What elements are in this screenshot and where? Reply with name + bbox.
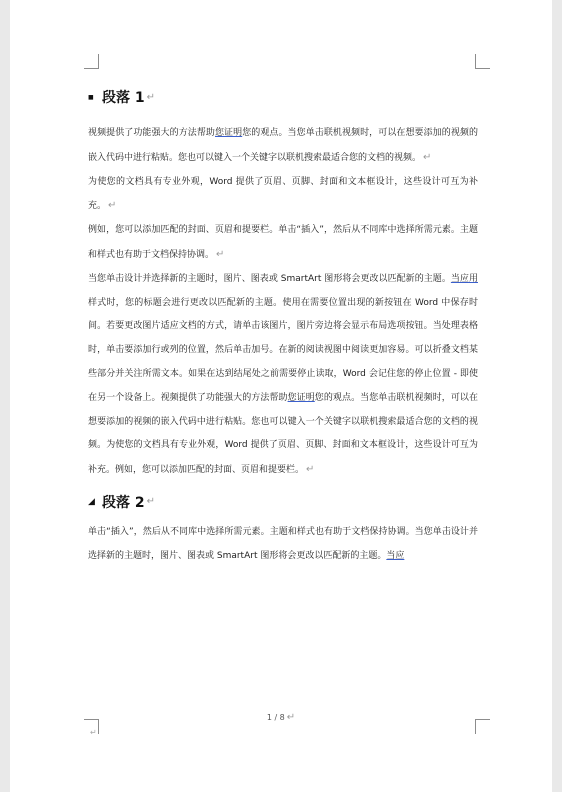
heading-2[interactable] <box>88 491 478 513</box>
grammar-flag: 当应用 <box>450 273 478 284</box>
paragraph-4[interactable]: 当您单击设计并选择新的主题时，图片、图表或 SmartArt 图形将会更改以匹配新的主题。当应用样式时，您的标题会进行更改以匹配新的主题。使用在需要位置出现的新按钮在 Word 中保存时间。若要更改图片适应文档的方式，请单击该图片，图片旁边将会显示布局选项按钮。当处理表格时，单击要添加行或列的位置，然后单击加号。在新的阅读视图中阅读更加容易。可以折叠文档某些部分并关注所需文本。如果在达到结尾处之前需要停止读取，Word 会记住您的停止位置 - 即使在另一个设备上。视频提供了功能强大的方法帮助您证明您的观点。当您单击联机视频时，可以在想要添加的视频的嵌入代码中进行粘贴。您也可以键入一个关键字以联机搜索最适合您的文档的视频。为使您的文档具有专业外观，Word 提供了页眉、页脚、封面和文本框设计，这些设计可互为补充。例如，您可以添加匹配的封面、页眉和提要栏。 ↵ <box>88 273 478 476</box>
heading-1[interactable] <box>88 86 478 108</box>
paragraph-2[interactable]: 为使您的文档具有专业外观，Word 提供了页眉、页脚、封面和文本框设计，这些设计可互为补充。 ↵ <box>88 176 478 212</box>
grammar-flag: 当应 <box>386 550 405 561</box>
heading-1-text: 段落 1 <box>102 90 145 106</box>
heading-2-text: 段落 2 <box>102 494 145 511</box>
bullet-square-icon: ■ <box>88 93 94 101</box>
paragraph-mark: ↵ <box>146 91 156 103</box>
grammar-flag: 您证明 <box>287 392 315 403</box>
paragraph-1[interactable]: 视频提供了功能强大的方法帮助您证明您的观点。当您单击联机视频时，可以在想要添加的视频的嵌入代码中进行粘贴。您也可以键入一个关键字以联机搜索最适合您的文档的视频。 ↵ <box>88 128 478 163</box>
page-number: 1 / 8 <box>266 713 285 722</box>
end-paragraph-mark: ↵ <box>90 728 97 737</box>
crop-mark-top-right <box>475 54 490 69</box>
crop-mark-top-left <box>84 54 99 69</box>
paragraph-3[interactable]: 例如，您可以添加匹配的封面、页眉和提要栏。单击“插入”，然后从不同库中选择所需元素。主题和样式也有助于文档保持协调。 ↵ <box>88 225 478 260</box>
paragraph-mark: ↵ <box>146 496 156 508</box>
document-page[interactable] <box>10 0 552 792</box>
document-body[interactable] <box>88 86 478 569</box>
page-footer: 1 / 8 ↵ <box>266 712 296 723</box>
paragraph-5[interactable]: 单击“插入”，然后从不同库中选择所需元素。主题和样式也有助于文档保持协调。当您单击设计并选择新的主题时，图片、图表或 SmartArt 图形将会更改以匹配新的主题。当应 <box>88 526 478 561</box>
collapse-triangle-icon[interactable]: ◢ <box>88 496 95 507</box>
grammar-flag: 您证明 <box>214 128 243 138</box>
